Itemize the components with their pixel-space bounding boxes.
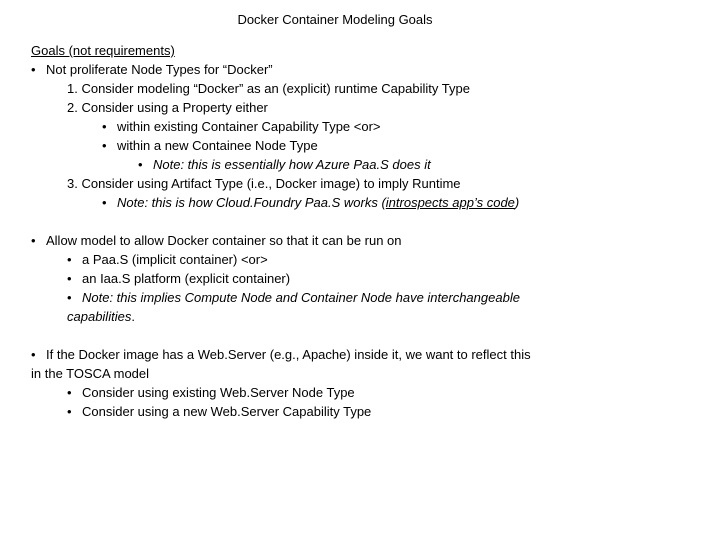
bullet-text: If the Docker image has a Web.Server (e.g., Apache) inside it, we want to reflect this [46, 347, 531, 362]
item-new-webserver-text: Consider using a new Web.Server Capability Type [82, 404, 372, 419]
bullet-dot: • [138, 157, 143, 172]
item-2b-note [31, 155, 701, 174]
item-paas [31, 250, 701, 269]
item-1: 1. Consider modeling “Docker” as an (explicit) runtime Capability Type [67, 81, 470, 96]
item-existing-webserver-text: Consider using existing Web.Server Node Type [82, 385, 355, 400]
item-3-note-prefix: Note: this is how Cloud.Foundry Paa.S works ( [117, 195, 386, 210]
bullet-webserver [31, 345, 701, 364]
item-3: 3. Consider using Artifact Type (i.e., Docker image) to imply Runtime [67, 176, 461, 191]
slide-title: Docker Container Modeling Goals [237, 12, 433, 27]
bullet-dot: • [31, 62, 36, 77]
bullet-webserver-cont: in the TOSCA model [31, 366, 150, 381]
item-2b [31, 136, 701, 155]
slide-body [31, 41, 701, 421]
item-note-compute [31, 288, 701, 307]
bullet-dot: • [67, 252, 72, 267]
bullet-dot: • [67, 271, 72, 286]
bullet-allow-model [31, 231, 701, 250]
spacer [31, 326, 701, 345]
bullet-dot: • [67, 385, 72, 400]
item-2a-text: within existing Container Capability Type <or> [117, 119, 381, 134]
bullet-dot: • [102, 195, 107, 210]
capabilities-word: capabilities [67, 309, 132, 324]
item-existing-webserver [31, 383, 701, 402]
goals-heading: Goals (not requirements) [31, 43, 175, 58]
item-note-compute-text: Note: this implies Compute Node and Container Node have interchangeable [82, 290, 520, 305]
introspects-link[interactable]: introspects app’s code [385, 195, 515, 210]
item-3-note [31, 193, 701, 212]
item-note-compute-cont [31, 307, 701, 326]
bullet-dot: • [67, 290, 72, 305]
item-2a [31, 117, 701, 136]
bullet-not-proliferate [31, 60, 701, 79]
item-2: 2. Consider using a Property either [67, 100, 268, 115]
item-new-webserver [31, 402, 701, 421]
bullet-text: Not proliferate Node Types for “Docker” [46, 62, 273, 77]
item-2b-text: within a new Containee Node Type [117, 138, 318, 153]
spacer [31, 212, 701, 231]
bullet-dot: • [102, 119, 107, 134]
bullet-dot: • [102, 138, 107, 153]
bullet-dot: • [67, 404, 72, 419]
period: . [131, 309, 135, 324]
item-3-note-suffix: ) [514, 195, 520, 210]
item-iaas [31, 269, 701, 288]
bullet-text: Allow model to allow Docker container so that it can be run on [46, 233, 402, 248]
item-iaas-text: an Iaa.S platform (explicit container) [82, 271, 291, 286]
bullet-dot: • [31, 347, 36, 362]
item-2b-note-text: Note: this is essentially how Azure Paa.S does it [153, 157, 431, 172]
bullet-dot: • [31, 233, 36, 248]
item-paas-text: a Paa.S (implicit container) <or> [82, 252, 268, 267]
